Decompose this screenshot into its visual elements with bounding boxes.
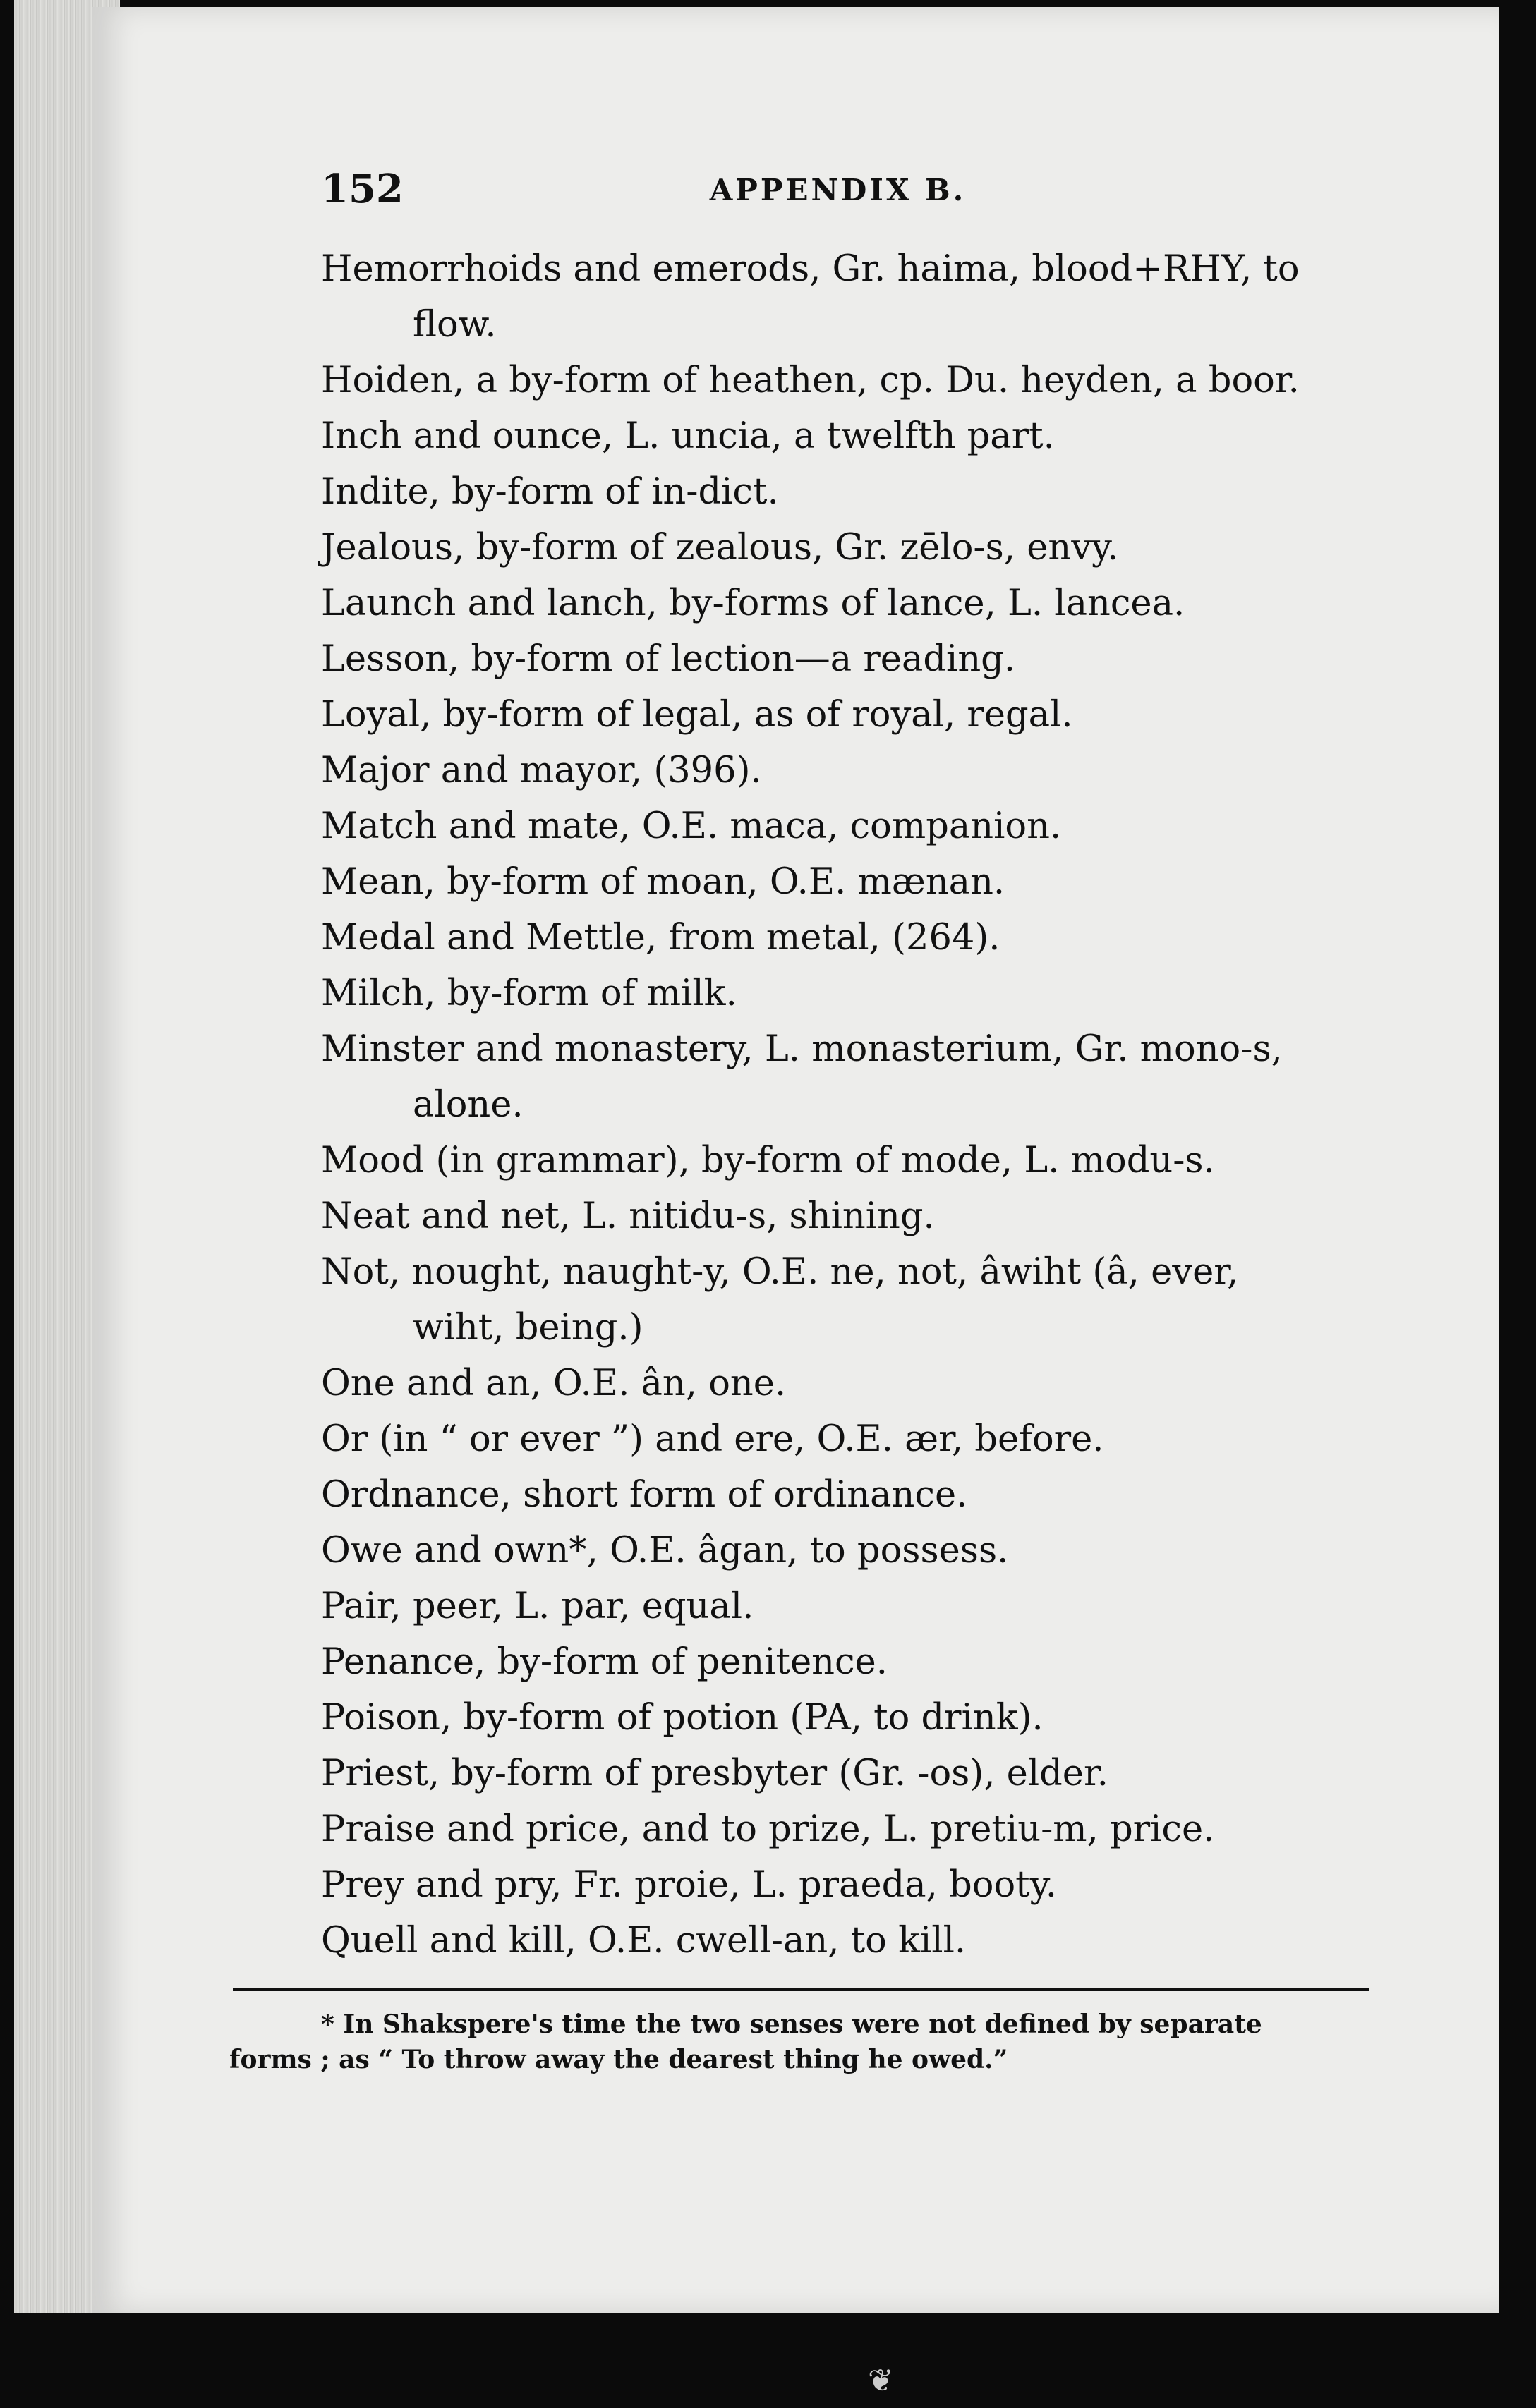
page-number: 152 [321, 166, 404, 212]
entry-line: Prey and pry, Fr. proie, L. praeda, booty. [321, 1864, 1057, 1906]
entry-line: Or (in “ or ever ”) and ere, O.E. ær, before. [321, 1418, 1104, 1460]
entry-line: Jealous, by-form of zealous, Gr. zēlo-s, envy. [321, 527, 1119, 568]
entry [321, 576, 1485, 631]
entry [321, 1188, 1485, 1244]
entry-line: Major and mayor, (396). [321, 750, 762, 791]
entry [321, 1523, 1485, 1579]
entry [321, 631, 1485, 687]
entry-line: Medal and Mettle, from metal, (264). [321, 917, 1000, 959]
entry-continuation: flow. [413, 304, 497, 346]
footnote-line: forms ; as “ To throw away the dearest thing he owed.” [229, 2045, 1008, 2074]
entry [321, 1746, 1485, 1801]
entry-line: Pair, peer, L. par, equal. [321, 1586, 754, 1627]
footnote-line: * In Shakspere's time the two senses were not defined by separate [321, 2009, 1262, 2039]
footnote [229, 2007, 1372, 2077]
entry-line: Hoiden, a by-form of heathen, cp. Du. heyden, a boor. [321, 360, 1300, 401]
entry-line: Ordnance, short form of ordinance. [321, 1474, 968, 1516]
entry [321, 1244, 1485, 1356]
entry-line: Not, nought, naught-y, O.E. ne, not, âwiht (â, ever, [321, 1251, 1239, 1293]
entry [321, 408, 1485, 464]
entry-line: Mean, by-form of moan, O.E. mænan. [321, 861, 1005, 903]
entry-line: Priest, by-form of presbyter (Gr. -os), elder. [321, 1753, 1108, 1794]
entry-line: Hemorrhoids and emerods, Gr. haima, blood+RHY, to [321, 248, 1300, 290]
entry [321, 520, 1485, 576]
entry [321, 1356, 1485, 1411]
running-head: APPENDIX B. [709, 173, 967, 207]
entry-line: One and an, O.E. ân, one. [321, 1363, 787, 1404]
entry-line: Quell and kill, O.E. cwell-an, to kill. [321, 1920, 967, 1962]
entry-line: Launch and lanch, by-forms of lance, L. lancea. [321, 583, 1185, 624]
entry [321, 966, 1485, 1021]
entry [321, 353, 1485, 408]
entry-line: Penance, by-form of penitence. [321, 1641, 888, 1683]
entry-line: Inch and ounce, L. uncia, a twelfth part. [321, 415, 1055, 457]
entry-continuation: wiht, being.) [413, 1307, 643, 1349]
footnote-rule [233, 1988, 1369, 1991]
entry-line: Mood (in grammar), by-form of mode, L. modu-s. [321, 1140, 1215, 1181]
entry-line: Minster and monastery, L. monasterium, Gr. mono-s, [321, 1028, 1283, 1070]
entry [321, 1801, 1485, 1857]
entry-line: Match and mate, O.E. maca, companion. [321, 805, 1062, 847]
entry-line: Owe and own*, O.E. âgan, to possess. [321, 1530, 1009, 1571]
entry [321, 854, 1485, 910]
entry [321, 1857, 1485, 1913]
entry [321, 464, 1485, 520]
entry [321, 687, 1485, 743]
entry [321, 798, 1485, 854]
entry-line: Praise and price, and to prize, L. pretiu-m, price. [321, 1808, 1215, 1850]
library-stamp-icon: ❦ [868, 2363, 894, 2399]
entry [321, 241, 1485, 353]
entry [321, 1579, 1485, 1634]
scan-border [1499, 0, 1536, 2408]
entry [321, 1690, 1485, 1746]
entry [321, 1913, 1485, 1969]
entry-continuation: alone. [413, 1084, 524, 1126]
entry-list [321, 241, 1485, 1969]
page-header [92, 166, 1499, 222]
entry [321, 1411, 1485, 1467]
entry [321, 1021, 1485, 1133]
entry-line: Indite, by-form of in-dict. [321, 471, 779, 513]
entry [321, 1133, 1485, 1188]
entry [321, 1467, 1485, 1523]
entry-line: Milch, by-form of milk. [321, 973, 737, 1014]
entry-line: Neat and net, L. nitidu-s, shining. [321, 1196, 935, 1237]
entry [321, 743, 1485, 798]
entry-line: Lesson, by-form of lection—a reading. [321, 638, 1016, 680]
book-page [92, 7, 1499, 2313]
entry [321, 1634, 1485, 1690]
entry [321, 910, 1485, 966]
entry-line: Poison, by-form of potion (PA, to drink). [321, 1697, 1044, 1739]
entry-line: Loyal, by-form of legal, as of royal, regal. [321, 694, 1073, 736]
